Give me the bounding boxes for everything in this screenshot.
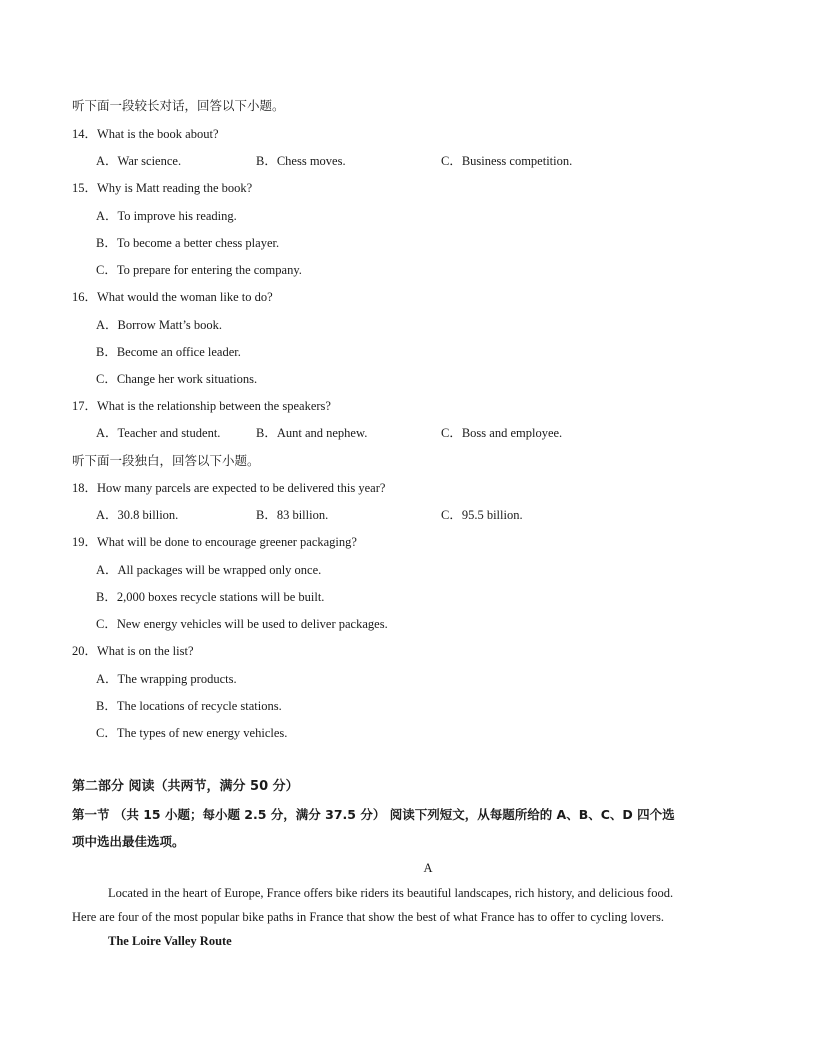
option-14b: B．Chess moves.: [256, 154, 346, 168]
option-20c: C．The types of new energy vehicles.: [96, 726, 288, 740]
question-18: 18．How many parcels are expected to be delivered this year?: [72, 481, 386, 495]
option-19a: A．All packages will be wrapped only once.: [96, 563, 322, 577]
passage-paragraph-line2: Here are four of the most popular bike paths in France that show the best of what France has to offer to cycling lovers.: [72, 910, 664, 924]
option-15a: A．To improve his reading.: [96, 209, 237, 223]
passage-label: A: [423, 861, 433, 875]
question-15: 15．Why is Matt reading the book?: [72, 181, 253, 195]
option-16a: A．Borrow Matt’s book.: [96, 318, 223, 332]
option-16c: C．Change her work situations.: [96, 372, 258, 386]
option-18a: A．30.8 billion.: [96, 508, 179, 522]
option-15b: B．To become a better chess player.: [96, 236, 280, 250]
part2-title: 第二部分 阅读（共两节，满分 50 分）: [72, 779, 299, 794]
question-20: 20．What is on the list?: [72, 644, 194, 658]
option-18b: B．83 billion.: [256, 508, 329, 522]
option-20a: A．The wrapping products.: [96, 672, 237, 686]
option-18c: C．95.5 billion.: [441, 508, 523, 522]
option-17b: B．Aunt and nephew.: [256, 426, 368, 440]
question-17: 17．What is the relationship between the speakers?: [72, 399, 331, 413]
option-15c: C．To prepare for entering the company.: [96, 263, 302, 277]
option-19c: C．New energy vehicles will be used to deliver packages.: [96, 617, 388, 631]
question-19: 19．What will be done to encourage greener packaging?: [72, 535, 357, 549]
option-19b: B．2,000 boxes recycle stations will be built.: [96, 590, 325, 604]
section1-instruction-line2: 项中选出最佳选项。: [72, 834, 185, 849]
option-17c: C．Boss and employee.: [441, 426, 563, 440]
section1-instruction-line1: 第一节 （共 15 小题；每小题 2.5 分，满分 37.5 分） 阅读下列短文，从每题所给的 A、B、C、D 四个选: [72, 807, 675, 822]
passage-subheading: The Loire Valley Route: [108, 934, 232, 948]
option-14a: A．War science.: [96, 154, 182, 168]
question-14: 14．What is the book about?: [72, 127, 219, 141]
passage-paragraph-line1: Located in the heart of Europe, France offers bike riders its beautiful landscapes, rich history, and delicious food.: [108, 886, 674, 900]
option-16b: B．Become an office leader.: [96, 345, 241, 359]
section-heading-monologue: 听下面一段独白，回答以下小题。: [72, 453, 260, 468]
section-heading-long-dialogue: 听下面一段较长对话，回答以下小题。: [72, 98, 285, 113]
option-17a: A．Teacher and student.: [96, 426, 221, 440]
option-14c: C．Business competition.: [441, 154, 573, 168]
question-16: 16．What would the woman like to do?: [72, 290, 273, 304]
option-20b: B．The locations of recycle stations.: [96, 699, 282, 713]
